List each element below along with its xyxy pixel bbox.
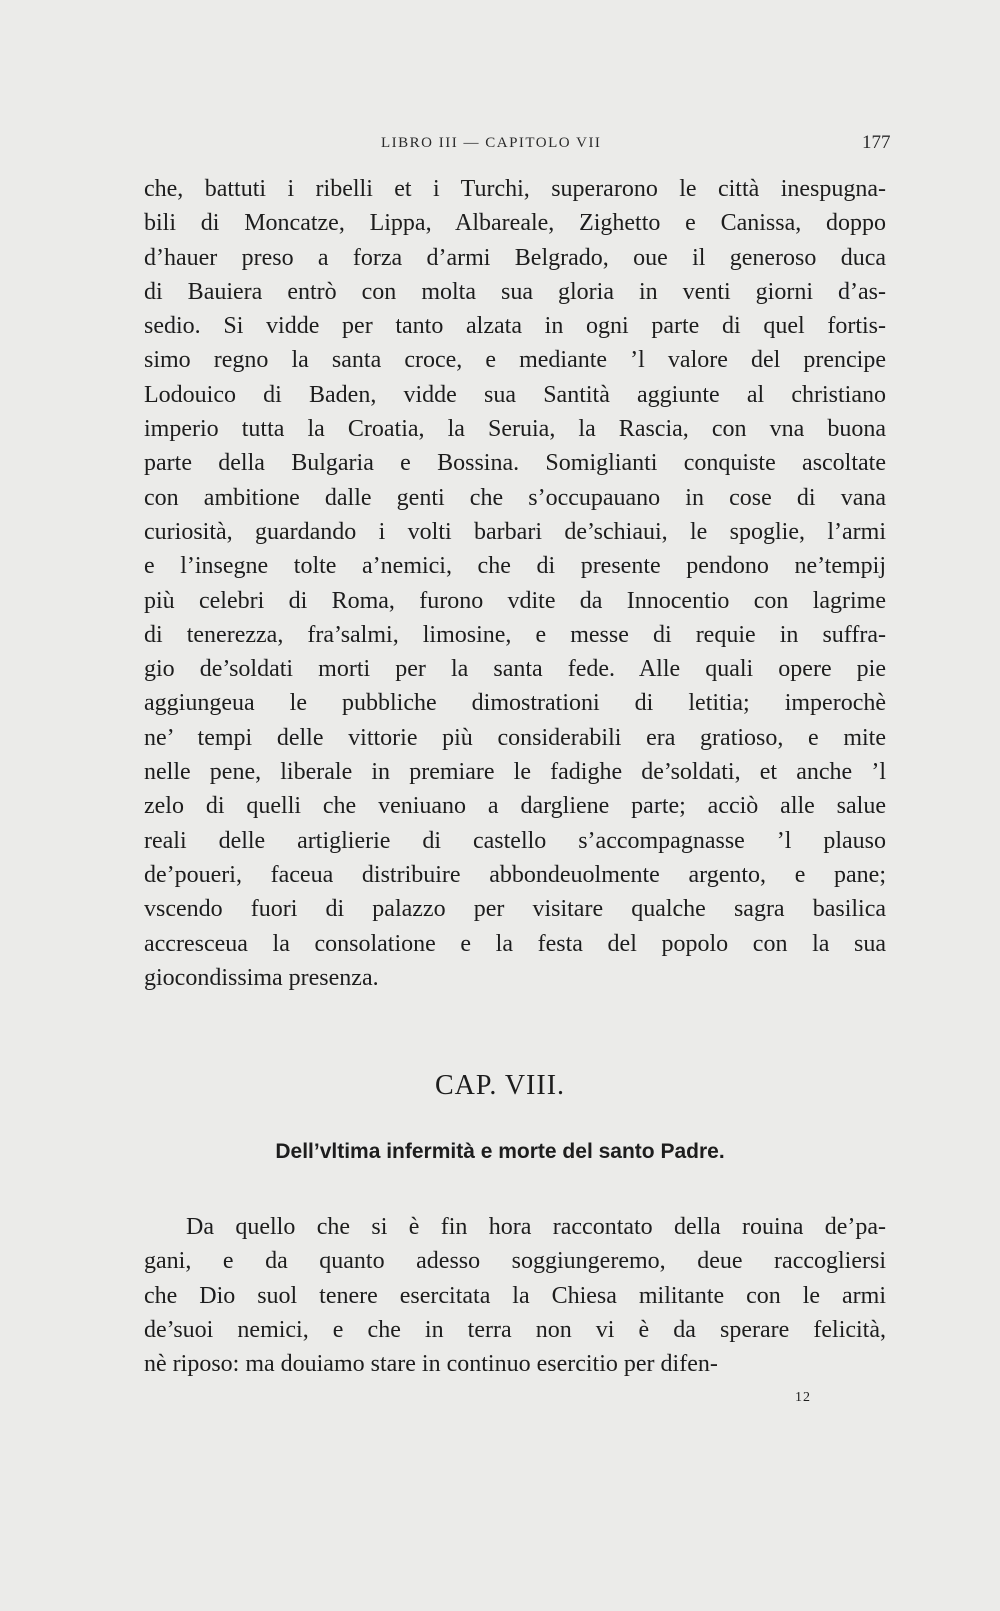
text-line: de’poueri, faceua distribuire abbondeuolmente argento, e pane; [144, 861, 886, 888]
text-line: che Dio suol tenere esercitata la Chiesa militante con le armi [144, 1282, 886, 1309]
text-line: giocondissima presenza. [144, 964, 379, 991]
text-line: ne’ tempi delle vittorie più considerabili era gratioso, e mite [144, 724, 886, 751]
text-line: aggiungeua le pubbliche dimostrationi di letitia; imperochè [144, 690, 886, 717]
text-line: accresceua la consolatione e la festa del popolo con la sua [144, 930, 886, 957]
text-line: Da quello che si è fin hora raccontato della rouina de’pa- [186, 1214, 886, 1240]
text-line: reali delle artiglierie di castello s’accompagnasse ’l plauso [144, 827, 886, 854]
text-line: d’hauer preso a forza d’armi Belgrado, oue il generoso duca [144, 244, 886, 271]
text-line: zelo di quelli che veniuano a dargliene parte; acciò alle salue [144, 793, 886, 820]
text-line: nè riposo: ma douiamo stare in continuo esercitio per difen- [144, 1351, 718, 1378]
text-line: imperio tutta la Croatia, la Seruia, la Rascia, con vna buona [144, 416, 886, 443]
chapter-subtitle: Dell’vltima infermità e morte del santo Padre. [275, 1140, 725, 1163]
text-line: sedio. Si vidde per tanto alzata in ogni parte di quel fortis- [144, 313, 886, 340]
running-head-title: LIBRO III — CAPITOLO VII [381, 135, 602, 151]
text-line: che, battuti i ribelli et i Turchi, superarono le città inespugna- [144, 176, 886, 202]
text-line: nelle pene, liberale in premiare le fadighe de’soldati, et anche ’l [144, 759, 886, 786]
text-line: di tenerezza, fra’salmi, limosine, e messe di requie in suffra- [144, 621, 886, 648]
text-line: vscendo fuori di palazzo per visitare qualche sagra basilica [144, 896, 886, 923]
text-line: con ambitione dalle genti che s’occupauano in cose di vana [144, 484, 886, 511]
text-line: curiosità, guardando i volti barbari de’schiaui, le spoglie, l’armi [144, 518, 886, 545]
text-line: gio de’soldati morti per la santa fede. Alle quali opere pie [144, 656, 886, 683]
text-line: de’suoi nemici, e che in terra non vi è da sperare felicità, [144, 1316, 886, 1343]
text-line: gani, e da quanto adesso soggiungeremo, deue raccogliersi [144, 1248, 886, 1275]
signature-mark: 12 [795, 1390, 811, 1405]
text-line: Lodouico di Baden, vidde sua Santità aggiunte al christiano [144, 381, 886, 408]
page-number: 177 [862, 132, 891, 153]
text-line: e l’insegne tolte a’nemici, che di presente pendono ne’tempij [144, 553, 886, 580]
text-line: simo regno la santa croce, e mediante ’l valore del prencipe [144, 347, 886, 374]
chapter-heading: CAP. VIII. [434, 1070, 566, 1101]
text-line: di Bauiera entrò con molta sua gloria in venti giorni d’as- [144, 278, 886, 305]
paragraph-2 [144, 1210, 886, 1381]
text-line: parte della Bulgaria e Bossina. Somiglianti conquiste ascoltate [144, 450, 886, 477]
text-line: più celebri di Roma, furono vdite da Innocentio con lagrime [144, 587, 886, 614]
text-line: bili di Moncatze, Lippa, Albareale, Zighetto e Canissa, doppo [144, 210, 886, 237]
paragraph-1 [144, 172, 886, 995]
